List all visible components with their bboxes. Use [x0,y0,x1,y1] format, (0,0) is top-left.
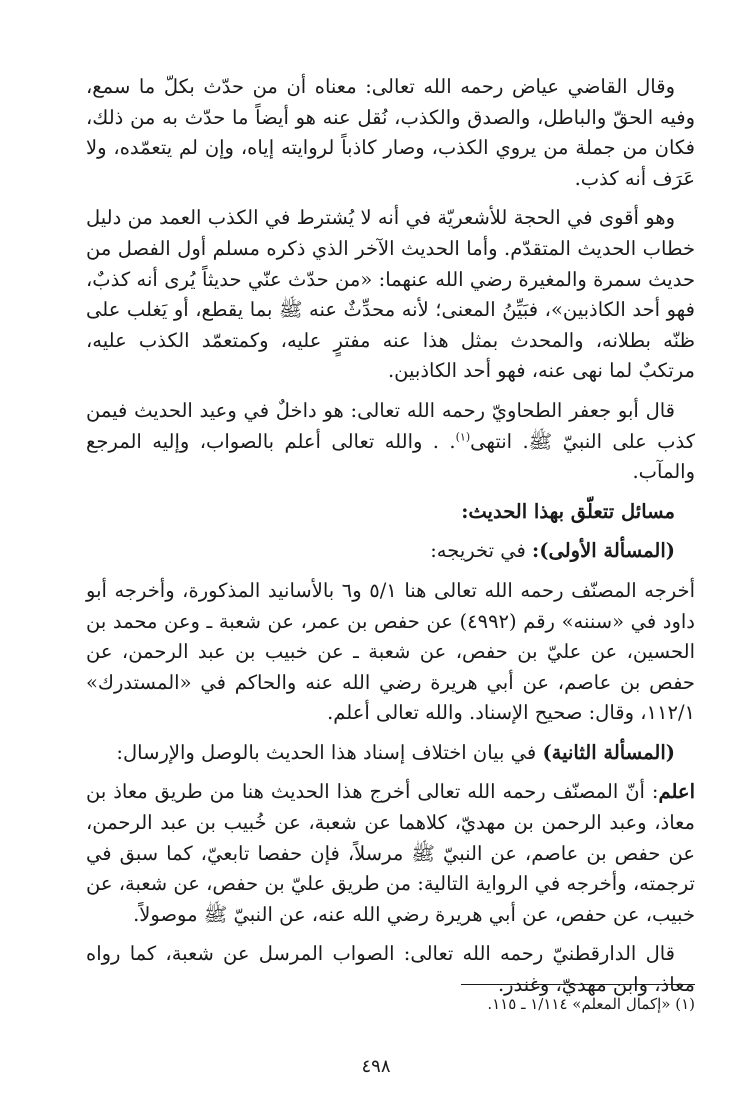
first-question-title: في تخريجه: [430,539,533,563]
paragraph-takhrij: أخرجه المصنّف رحمه الله تعالى هنا ٥/١ و٦ بالأسانيد المذكورة، وأخرجه أبو داود في «سننه» رقم (٤٩٩٢) عن حفص بن عمر، عن شعبة ـ وعن محمد بن الحسين، عن عليّ بن حفص، عن شعبة ـ عن خبيب بن عبد الرحمن، عن حفص بن عاصم، عن أبي هريرة رضي الله عنه والحاكم في «المستدرك» ١١٢/١، وقال: صحيح الإسناد. والله تعالى أعلم. [86,578,695,725]
paragraph-tahawi [86,396,695,488]
paragraph-ashariyya: وهو أقوى في الحجة للأشعريّة في أنه لا يُشترط في الكذب العمد من دليل خطاب الحديث المتقدّم. وأما الحديث الآخر الذي ذكره مسلم أول الفصل من حديث سمرة والمغيرة رضي الله عنهما: «من حدّث عنّي حديثاً يُرى أنه كذبٌ، فهو أحد الكاذبين»، فبَيِّنُ المعنى؛ لأنه محدِّثٌ عنه ﷺ بما يقطع، أو يَغلب على ظنّه بطلانه، والمحدث بمثل هذا عنه مفترٍ عليه، وكمتعمّد الكذب عليه، مرتكبٌ لما نهى عنه، فهو أحد الكاذبين. [86,206,695,383]
tahawi-text: قال أبو جعفر الطحاويّ رحمه الله تعالى: هو داخلٌ في وعيد الحديث فيمن كذب على النبيّ ﷺ. انتهى [86,398,696,453]
footnote-ref: (١) [455,430,471,444]
second-question-title: في بيان اختلاف إسناد هذا الحديث بالوصل والإرسال: [116,740,543,764]
tahawi-after: . . والله تعالى أعلم بالصواب، وإليه المرجع والمآب. [86,429,695,484]
masail-heading-text: مسائل تتعلّق بهذا الحديث: [461,499,675,523]
main-text [86,72,695,1010]
paragraph-isnad [86,777,695,930]
paragraph-daraqutni: قال الدارقطنيّ رحمه الله تعالى: الصواب المرسل عن شعبة، كما رواه معاذ، وابن مهديّ، وغندر. [86,942,695,997]
footnote: (١) «إكمال المعلم» ١/١١٤ ـ ١١٥. [487,995,695,1013]
paragraph-iyad: وقال القاضي عياض رحمه الله تعالى: معناه أن من حدّث بكلّ ما سمع، وفيه الحقّ والباطل، والصدق والكذب، نُقل عنه هو أيضاً ما حدّث به من ذلك، فكان من جملة من يروي الكذب، وصار كاذباً لروايته إياه، وإن لم يتعمّده، ولا عَرَف أنه كذب. [86,75,695,190]
masail-heading [86,497,695,528]
first-question-label: (المسألة الأولى): [532,539,675,563]
isnad-body: : أنّ المصنّف رحمه الله تعالى أخرج هذا الحديث هنا من طريق معاذ بن معاذ، وعبد الرحمن بن مهديّ، كلاهما عن شعبة، عن خُبيب بن عبد الرحمن، عن حفص بن عاصم، عن النبيّ ﷺ مرسلاً، فإن حفصا تابعيّ، كما سبق في ترجمته، وأخرجه في الرواية التالية: من طريق عليّ بن حفص، عن شعبة، عن خبيب، عن حفص، عن أبي هريرة رضي الله عنه، عن النبيّ ﷺ موصولاً. [86,780,695,926]
page-number: ٤٩٨ [361,1056,391,1077]
alam-lead: اعلم [658,780,695,804]
second-question-label: (المسألة الثانية) [542,740,675,764]
footnote-divider [461,984,695,985]
first-question-heading [86,536,695,567]
second-question-heading [86,738,695,769]
